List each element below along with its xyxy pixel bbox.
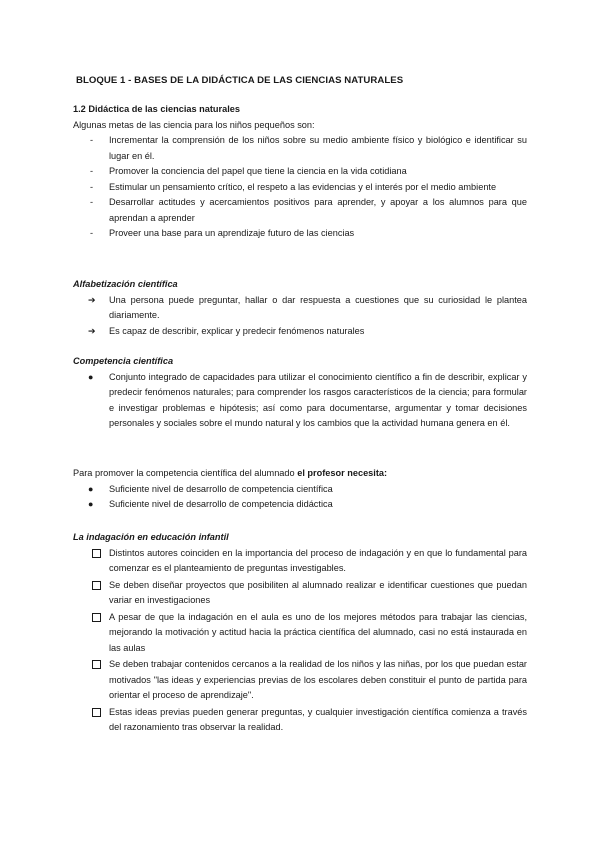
dash-bullet: - <box>90 228 94 238</box>
list-item: ● Suficiente nivel de desarrollo de competencia científica <box>73 482 527 498</box>
section-indagacion <box>73 530 527 736</box>
checklist-item: Se deben diseñar proyectos que posibiliten al alumnado realizar e identificar cuestiones que puedan variar en investigaciones <box>73 578 527 609</box>
section-heading: Alfabetización científica <box>73 279 178 289</box>
arrow-bullet-icon: ➔ <box>88 294 96 305</box>
dot-bullet-icon: ● <box>88 371 94 382</box>
section-heading: La indagación en educación infantil <box>73 532 229 542</box>
profesor-list <box>73 482 527 513</box>
dash-bullet: - <box>90 197 94 207</box>
section-competencia <box>73 354 527 432</box>
list-item: ➔ Una persona puede preguntar, hallar o dar respuesta a cuestiones que su curiosidad le plantea diariamente. <box>88 294 527 320</box>
section-profesor <box>73 466 527 513</box>
dash-bullet: - <box>90 166 94 176</box>
dash-bullet: - <box>90 135 94 145</box>
checkbox[interactable] <box>92 581 101 590</box>
list-item: ➔ Es capaz de describir, explicar y predecir fenómenos naturales <box>73 324 527 340</box>
profesor-intro: Para promover la competencia científica del alumnado el profesor necesita: <box>73 468 388 478</box>
document-title: BLOQUE 1 - BASES DE LA DIDÁCTICA DE LAS CIENCIAS NATURALES <box>76 75 404 86</box>
checklist-item: Distintos autores coinciden en la importancia del proceso de indagación y en que lo fundamental para comenzar es el planteamiento de preguntas investigables. <box>73 546 527 577</box>
list-item: ● Conjunto integrado de capacidades para utilizar el conocimiento científico a fin de describir, explicar y predecir fenómenos naturales; para comprender los rasgos característicos de la ciencia; para formular e investigar problemas e hipótesis; así como para documentarse, argumentar y tomar decisiones personales y sociales sobre el mundo natural y los cambios que la actividad humana genera en él. <box>88 371 527 428</box>
checklist-item: Estas ideas previas pueden generar preguntas, y cualquier investigación científica comienza a través del razonamiento tras observar la realidad. <box>73 705 527 736</box>
list-item: - Incrementar la comprensión de los niños sobre su medio ambiente físico y biológico e identificar su lugar en él. <box>90 135 527 161</box>
section-heading: 1.2 Didáctica de las ciencias naturales <box>73 104 240 114</box>
section-intro: Algunas metas de las ciencia para los niños pequeños son: <box>73 119 315 130</box>
indagacion-checklist <box>73 546 527 736</box>
competencia-list <box>73 370 527 432</box>
section-heading: Competencia científica <box>73 356 174 366</box>
checklist-item: Se deben trabajar contenidos cercanos a la realidad de los niños y las niñas, por los que puedan estar motivados "las ideas y experiencias previas de los escolares deben constituir el punto de partida para orientar el proceso de aprendizaje". <box>73 657 527 704</box>
checkbox[interactable] <box>92 613 101 622</box>
list-item: - Estimular un pensamiento crítico, el respeto a las evidencias y el interés por el medio ambiente <box>73 180 527 196</box>
goals-list <box>73 133 527 242</box>
list-item: - Promover la conciencia del papel que tiene la ciencia en la vida cotidiana <box>73 164 527 180</box>
checkbox[interactable] <box>92 660 101 669</box>
arrow-bullet-icon: ➔ <box>88 325 96 336</box>
dot-bullet-icon: ● <box>88 499 94 509</box>
alfabetizacion-list <box>73 293 527 340</box>
checkbox[interactable] <box>92 549 101 558</box>
section-alfabetizacion <box>73 277 527 339</box>
checklist-item: A pesar de que la indagación en el aula es uno de los mejores métodos para trabajar las ciencias, mejorando la motivación y actitud hacia la práctica científica del alumnado, casi no está instaurada en las aulas <box>73 610 527 657</box>
list-item: - Desarrollar actitudes y acercamientos positivos para aprender, y apoyar a los alumnos para que aprendan a aprender <box>90 197 527 223</box>
checkbox[interactable] <box>92 708 101 717</box>
list-item: ● Suficiente nivel de desarrollo de competencia didáctica <box>73 497 527 513</box>
list-item: - Proveer una base para un aprendizaje futuro de las ciencias <box>73 226 527 242</box>
dash-bullet: - <box>90 181 94 192</box>
section-didactica <box>73 102 527 242</box>
dot-bullet-icon: ● <box>88 483 94 494</box>
